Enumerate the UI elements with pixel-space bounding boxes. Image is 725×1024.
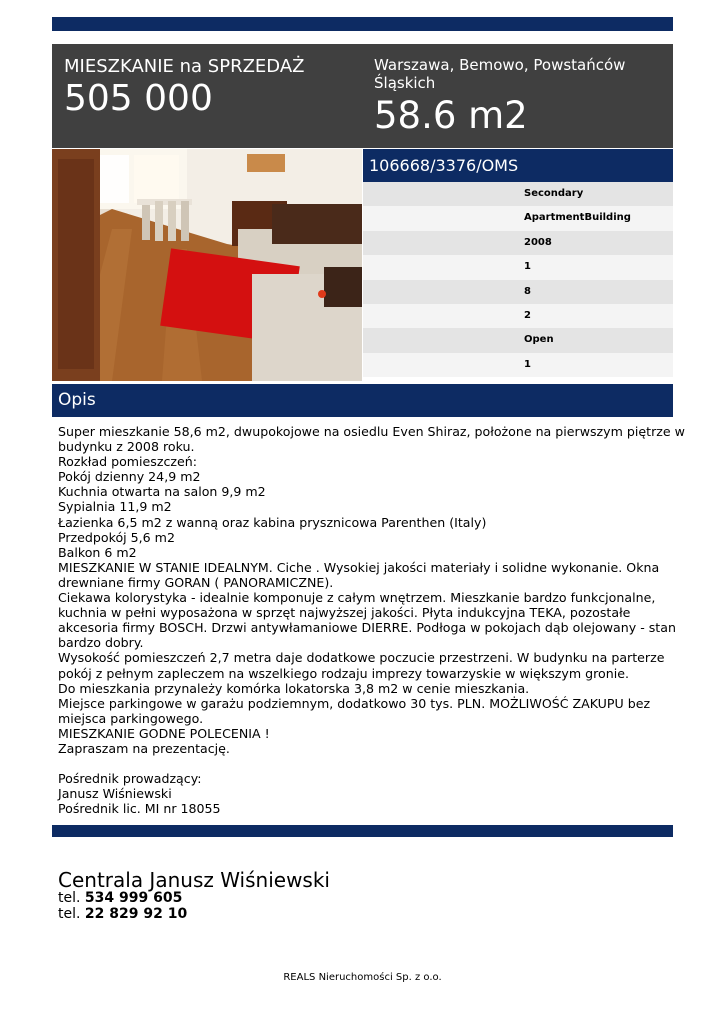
listing-price: 505 000: [64, 78, 213, 119]
description-line: miejsca parkingowego.: [58, 710, 204, 726]
description-line: budynku z 2008 roku.: [58, 439, 195, 455]
property-row: [363, 280, 673, 304]
listing-location: Warszawa, Bemowo, Powstańców Śląskich: [374, 56, 626, 92]
property-row: [363, 206, 673, 230]
property-details-table: [363, 182, 673, 377]
property-value: Secondary: [524, 188, 584, 199]
description-line: Łazienka 6,5 m2 z wanną oraz kabina prysznicowa Parenthen (Italy): [58, 514, 487, 530]
listing-type: MIESZKANIE na SPRZEDAŻ: [64, 56, 305, 77]
description-line: kuchnia w pełni wyposażona w sprzęt najwyższej jakości. Płyta indukcyjna TEKA, pozostałe: [58, 605, 631, 621]
description-line: Ciekawa kolorystyka - idealnie komponuje z całym wnętrzem. Mieszkanie bardzo funkcjonalne,: [58, 590, 656, 606]
description-body: [58, 424, 685, 817]
description-line: Pośrednik lic. MI nr 18055: [58, 801, 221, 817]
property-value: Open: [524, 334, 554, 346]
description-line: Super mieszkanie 58,6 m2, dwupokojowe na osiedlu Even Shiraz, położone na pierwszym piętrze w: [58, 424, 685, 439]
reference-number: 106668/3376/OMS: [369, 156, 519, 175]
apartment-photo: [52, 149, 362, 381]
description-line: Rozkład pomieszczeń:: [58, 454, 197, 470]
description-line: MIESZKANIE GODNE POLECENIA !: [58, 725, 270, 741]
phone-number-2[interactable]: 22 829 92 10: [84, 906, 188, 922]
property-value: ApartmentBuilding: [524, 212, 631, 224]
property-value: 2: [524, 309, 531, 321]
top-accent-bar: [52, 17, 673, 31]
description-line: Janusz Wiśniewski: [58, 786, 172, 802]
description-title: Opis: [58, 390, 96, 410]
description-line: Sypialnia 11,9 m2: [58, 499, 172, 515]
property-row: [363, 231, 673, 255]
property-value: 2008: [524, 236, 552, 248]
description-line: MIESZKANIE W STANIE IDEALNYM. Ciche . Wysokiej jakości materiały i solidne wykonanie. Okna: [58, 559, 660, 575]
description-line: pokój z pełnym zapleczem na wszelkiego rodzaju imprezy towarzyskie w większym gronie.: [58, 665, 629, 681]
listing-area: 58.6 m2: [374, 94, 528, 137]
agent-name: Centrala Janusz Wiśniewski: [58, 868, 330, 892]
description-line: [58, 756, 668, 771]
description-line: Miejsce parkingowe w garażu podziemnym, dodatkowo 30 tys. PLN. MOŻLIWOŚĆ ZAKUPU bez: [58, 695, 651, 711]
description-header: [52, 384, 673, 417]
description-line: Do mieszkania przynależy komórka lokatorska 3,8 m2 w cenie mieszkania.: [58, 680, 530, 696]
property-value: 8: [524, 285, 531, 297]
description-line: bardzo dobry.: [58, 635, 144, 651]
property-row: [363, 328, 673, 352]
description-line: drewniane firmy GORAN ( PANORAMICZNE).: [58, 574, 334, 590]
bottom-accent-bar: [52, 825, 673, 837]
phone-line-2: [58, 906, 187, 922]
phone-label: tel.: [58, 906, 81, 922]
description-line: Przedpokój 5,6 m2: [58, 529, 175, 545]
property-value: 1: [524, 261, 531, 273]
description-line: Balkon 6 m2: [58, 544, 137, 560]
description-line: Zapraszam na prezentację.: [58, 740, 230, 756]
listing-header: [52, 44, 673, 148]
property-value: 1: [524, 358, 531, 370]
property-row: [363, 353, 673, 377]
reference-bar: [363, 149, 673, 182]
footer-company: REALS Nieruchomości Sp. z o.o.: [283, 972, 442, 983]
phone-number-1[interactable]: 534 999 605: [84, 890, 183, 906]
description-line: Pośrednik prowadzący:: [58, 771, 202, 787]
property-row: [363, 255, 673, 279]
description-line: Wysokość pomieszczeń 2,7 metra daje dodatkowe poczucie przestrzeni. W budynku na parterze: [58, 650, 665, 666]
property-row: [363, 304, 673, 328]
property-row: [363, 182, 673, 206]
phone-line-1: [58, 890, 182, 906]
description-line: Kuchnia otwarta na salon 9,9 m2: [58, 484, 266, 500]
phone-label: tel.: [58, 890, 81, 906]
description-line: Pokój dzienny 24,9 m2: [58, 469, 201, 485]
description-line: akcesoria firmy BOSCH. Drzwi antywłamaniowe DIERRE. Podłoga w pokojach dąb olejowany - stan: [58, 620, 676, 636]
